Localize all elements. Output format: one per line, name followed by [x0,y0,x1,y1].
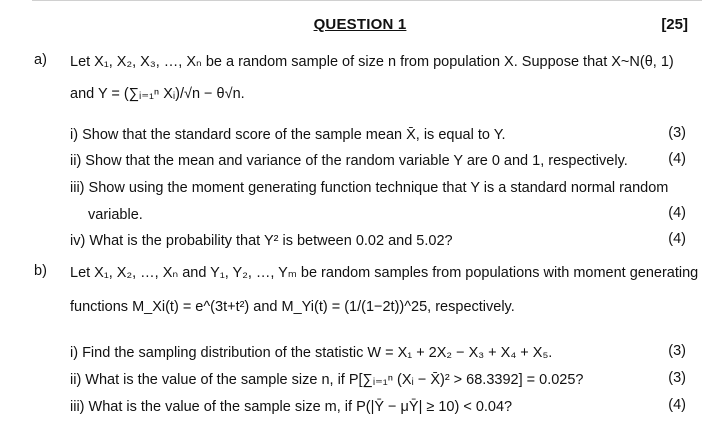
part-b-label: b) [34,263,47,279]
part-a-item-i-marks: (3) [668,125,686,141]
part-b-item-iii-marks: (4) [668,397,686,413]
part-a-item-ii-marks: (4) [668,151,686,167]
part-b-intro-line-1: Let X₁, X₂, …, Xₙ and Y₁, Y₂, …, Yₘ be random samples from populations with moment generating [70,265,699,281]
part-b-item-ii-marks: (3) [668,370,686,386]
question-title: QUESTION 1 [313,16,407,33]
part-b-item-ii: ii) What is the value of the sample size n, if P[∑ᵢ₌₁ⁿ (Xᵢ − X̄)² > 68.3392] = 0.025? [70,372,584,388]
part-b-item-i: i) Find the sampling distribution of the statistic W = X₁ + 2X₂ − X₃ + X₄ + X₅. [70,345,553,361]
part-a-label: a) [34,52,47,68]
part-a-item-iii: iii) Show using the moment generating function technique that Y is a standard normal random [70,180,669,196]
part-a-item-iii-continued: variable. [88,207,143,223]
part-a-item-iv: iv) What is the probability that Y² is between 0.02 and 5.02? [70,233,453,249]
total-marks: [25] [661,16,688,33]
part-a-intro-line-1: Let X₁, X₂, X₃, …, Xₙ be a random sample of size n from population X. Suppose that X~N(θ, 1) [70,54,674,70]
part-a-item-iii-marks: (4) [668,205,686,221]
part-b-item-iii: iii) What is the value of the sample size m, if P(|Ȳ − μȲ| ≥ 10) < 0.04? [70,399,513,415]
top-rule [32,0,702,1]
part-a-item-iv-marks: (4) [668,231,686,247]
part-b-item-i-marks: (3) [668,343,686,359]
part-a-intro-line-2: and Y = (∑ᵢ₌₁ⁿ Xᵢ)/√n − θ√n. [70,86,245,102]
part-a-item-ii: ii) Show that the mean and variance of the random variable Y are 0 and 1, respectively. [70,153,628,169]
part-a-item-i: i) Show that the standard score of the sample mean X̄, is equal to Y. [70,127,506,143]
part-b-intro-line-2: functions M_Xi(t) = e^(3t+t²) and M_Yi(t) = (1/(1−2t))^25, respectively. [70,299,515,315]
